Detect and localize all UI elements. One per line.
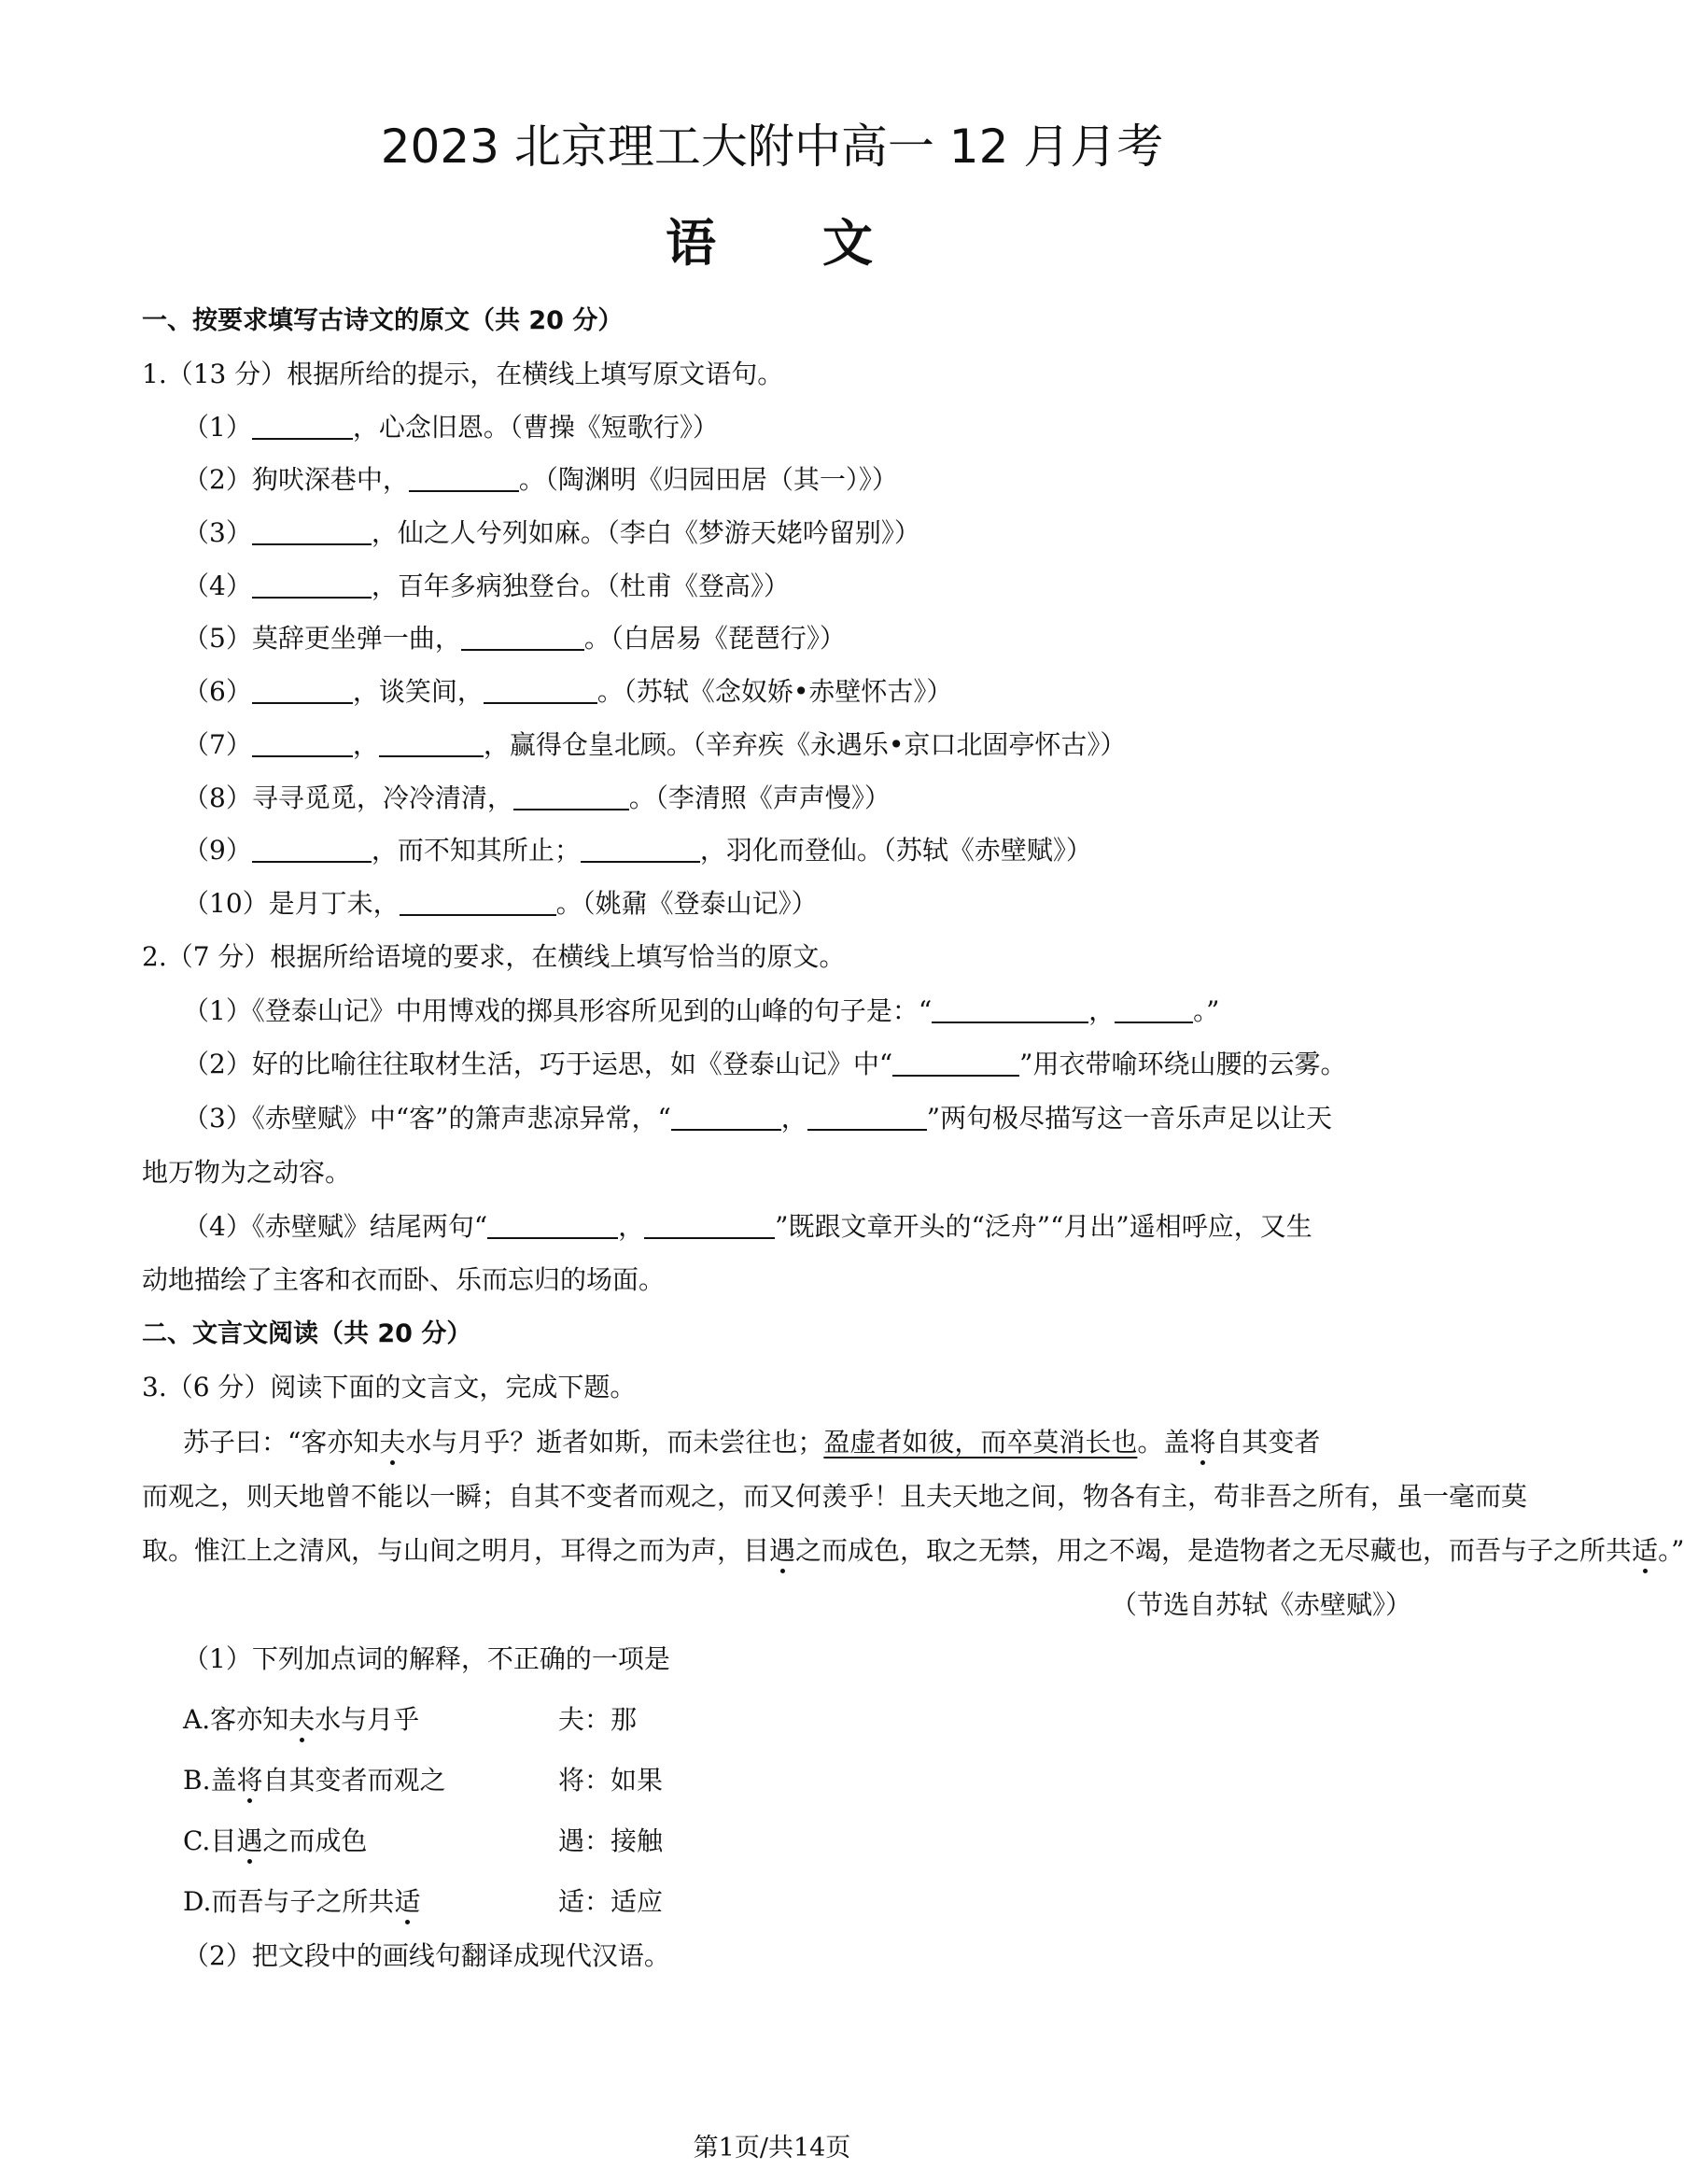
q1-item-3: （3） ，仙之人兮列如麻。（李白《梦游天姥吟留别》） <box>183 517 920 548</box>
answer-blank[interactable] <box>484 674 597 704</box>
answer-blank[interactable] <box>252 674 353 704</box>
q2-item-2: （2）好的比喻往往取材生活，巧于运思，如《登泰山记》中“ ”用衣带喻环绕山腰的云雾。 <box>183 1049 1347 1079</box>
answer-blank[interactable] <box>252 569 372 599</box>
passage-line-1: 苏子曰：“客亦知夫水与月乎？逝者如斯，而未尝往也；盈虚者如彼，而卒莫消长也。盖将自其变者 <box>183 1427 1321 1458</box>
page-number: 第1页/共14页 <box>693 2134 851 2163</box>
q1-item-6: （6） ，谈笑间， 。（苏轼《念奴娇•赤壁怀古》） <box>183 676 953 707</box>
answer-blank[interactable] <box>487 1209 618 1239</box>
option-a[interactable]: A.客亦知夫水与月乎 <box>183 1704 420 1735</box>
answer-blank[interactable] <box>671 1101 781 1131</box>
option-b-gloss: 将：如果 <box>558 1765 664 1796</box>
question-2-stem: 2.（7 分）根据所给语境的要求，在横线上填写恰当的原文。 <box>142 941 846 972</box>
question-3-stem: 3.（6 分）阅读下面的文言文，完成下题。 <box>142 1372 637 1402</box>
answer-blank[interactable] <box>461 621 584 651</box>
answer-blank[interactable] <box>400 886 556 916</box>
passage-line-2: 而观之，则天地曾不能以一瞬；自其不变者而观之，而又何羡乎！且夫天地之间，物各有主，苟非吾之所有，虽一毫而莫 <box>142 1481 1528 1512</box>
q1-item-7: （7） ， ，赢得仓皇北顾。（辛弃疾《永遇乐•京口北固亭怀古》） <box>183 729 1127 760</box>
q1-item-10: （10）是月丁未， 。（姚鼐《登泰山记》） <box>183 888 818 919</box>
exam-title: 2023 北京理工大附中高一 12 月月考 <box>380 120 1164 174</box>
sub-question-1: （1）下列加点词的解释，不正确的一项是 <box>183 1643 670 1674</box>
q1-item-8: （8）寻寻觅觅，冷冷清清， 。（李清照《声声慢》） <box>183 782 891 813</box>
answer-blank[interactable] <box>252 727 353 757</box>
q2-item-1: （1）《登泰山记》中用博戏的掷具形容所见到的山峰的句子是：“ ， 。” <box>183 995 1220 1026</box>
option-c[interactable]: C.目遇之而成色 <box>183 1825 368 1856</box>
subject-char-1: 语 <box>666 213 722 273</box>
answer-blank[interactable] <box>932 993 1088 1023</box>
option-a-gloss: 夫：那 <box>558 1704 638 1735</box>
answer-blank[interactable] <box>252 515 372 545</box>
answer-blank[interactable] <box>409 462 519 492</box>
answer-blank[interactable] <box>1115 993 1193 1023</box>
answer-blank[interactable] <box>807 1101 927 1131</box>
passage-line-3: 取。惟江上之清风，与山间之明月，耳得之而为声，目遇之而成色，取之无禁，用之不竭，是造物者之无尽藏也，而吾与子之所共适。” <box>142 1535 1684 1566</box>
subject-char-2: 文 <box>822 213 878 273</box>
q1-item-4: （4） ，百年多病独登台。（杜甫《登高》） <box>183 571 790 601</box>
answer-blank[interactable] <box>379 727 484 757</box>
answer-blank[interactable] <box>892 1047 1019 1077</box>
answer-blank[interactable] <box>252 410 353 440</box>
subject-title <box>0 210 1544 275</box>
q1-item-9: （9） ，而不知其所止； ，羽化而登仙。（苏轼《赤壁赋》） <box>183 835 1092 866</box>
q1-item-2: （2）狗吠深巷中， 。（陶渊明《归园田居（其一）》） <box>183 464 898 495</box>
section-2-heading: 二、文言文阅读（共 20 分） <box>142 1319 472 1348</box>
q2-item-4: （4）《赤壁赋》结尾两句“ ， ”既跟文章开头的“泛舟”“月出”遥相呼应，又生 <box>183 1211 1312 1242</box>
sub-question-2: （2）把文段中的画线句翻译成现代汉语。 <box>183 1940 670 1971</box>
option-c-gloss: 遇：接触 <box>558 1825 664 1856</box>
option-d[interactable]: D.而吾与子之所共适 <box>183 1886 421 1917</box>
option-b[interactable]: B.盖将自其变者而观之 <box>183 1765 446 1796</box>
q1-item-1: （1） ，心念旧恩。（曹操《短歌行》） <box>183 412 719 443</box>
q2-item-3: （3）《赤壁赋》中“客”的箫声悲凉异常，“ ， ”两句极尽描写这一音乐声足以让天 <box>183 1103 1333 1134</box>
q1-item-5: （5）莫辞更坐弹一曲， 。（白居易《琵琶行》） <box>183 623 846 654</box>
answer-blank[interactable] <box>644 1209 775 1239</box>
q2-item-3-cont: 地万物为之动容。 <box>142 1157 352 1188</box>
answer-blank[interactable] <box>581 833 700 863</box>
option-d-gloss: 适：适应 <box>558 1886 664 1917</box>
q2-item-4-cont: 动地描绘了主客和衣而卧、乐而忘归的场面。 <box>142 1264 666 1295</box>
question-1-stem: 1.（13 分）根据所给的提示，在横线上填写原文语句。 <box>142 359 784 389</box>
passage-source: （节选自苏轼《赤壁赋》） <box>1110 1589 1411 1620</box>
underlined-sentence: 盈虚者如彼，而卒莫消长也 <box>823 1427 1138 1458</box>
answer-blank[interactable] <box>513 781 629 810</box>
answer-blank[interactable] <box>252 833 372 863</box>
section-1-heading: 一、按要求填写古诗文的原文（共 20 分） <box>142 306 624 335</box>
